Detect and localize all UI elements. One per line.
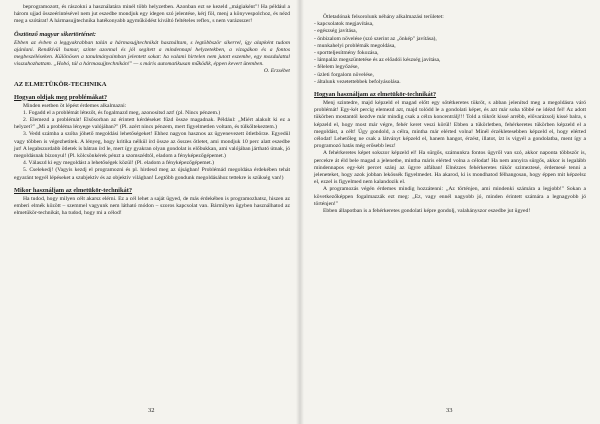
step-4: 4. Válaszd ki egy megoldást a lehetőségek közül! (Pl. eladom a fényképezőgépemet.) xyxy=(23,160,214,167)
technique-paragraph-1: Menj szintedre, majd képzeld el magad előtt egy sötétkeretes tükröt, s abban jelenítsd meg a megoldásra váró problémát! Egy-két percig elemezd azt, majd tolódd le a gondolati képet, és azt már soha többé ne idézd fel! Az adott tükörben mostantól kezdve már mindig csak a célra koncentrálj!!! Told a tükröt kissé arrébb, elővarázsolj kissé balra, s képzeld el, hogy most már végre, fehér keret veszi körül! Ebben a tükörletben, fehérkeretes tükörben képzeld el a megoldást, a célt! Úgy gondold, a célra, mintha már elérted volna! Minél érzékletesebben képzeld el, hogy elérted célodat! Lehetőleg ne csak a látványt képzeld el, hanem hangot, érzést, illatot, ízt is vigyél a gondolatba, ment így a programozó hatás még erősebb lesz! xyxy=(314,100,586,150)
left-intro-paragraph: beprogramozott, és rászokni a használatára minél több helyzetben. Azonban ezt se kezeld „mágiaként"! Ha például a három ujjad összeérintésével nem jut eszedbe mondjuk egy idegen szó jelentése, kérj föl, menj a könyvespolchoz, és nézd meg a szótárat! A hármasujjtechnika hatékonyabb agyműködést kiváltó feltételes reflex, s nem varázsszer! xyxy=(14,4,290,25)
when-use-heading: Mikor használjam az elmetükör-technikát? xyxy=(14,186,133,194)
technique-paragraph-3: A programozás végén érdemes mindig hozzátenni: „Az történjen, ami mindenki számára a legjobb!" Sokan a következőképpen fogalmazzák ezt meg: „Ez, vagy ennél nagyobb jó, minden érintett számára a legnagyobb jó történjen!" xyxy=(314,186,586,207)
when-use-text: Ha tudod, hogy milyen célt akarsz elérni. Ez a cél lehet a saját ügyed, de más érdekében is programozhatsz, hiszen az emberi elmék között – szemmel vagyunk nem látható módon – szoros kapcsolat van. Bármilyen ügyben használhatod az elmetükör-technikát, ha tudod, hogy mi a célod! xyxy=(14,195,290,217)
list-item: - önbizalom növelése (szó szerint az „önkép" javítása), xyxy=(314,35,437,42)
list-item: - üzleti forgalom növelése, xyxy=(314,71,374,78)
step-2: 2. Elemezd a problémát! Elsősorban az érintett kérdéseket fűzd össze magadnak. Például: „Miért alakult ki ez a helyzet?" „Mi a probléma lényege valójában?" (Pl. azért nincs pénzem, mert figyelmetlen voltam, és túlköltekeztem.) xyxy=(14,117,290,131)
success-story-heading: Ösztönző magyar sikertörténet: xyxy=(14,30,97,38)
success-story-signature: O. Erzsébet xyxy=(263,68,290,75)
list-item: - kapcsolatok megjavítása, xyxy=(314,21,374,28)
technique-paragraph-4: Ebben állapotban is a fehérkeretes gondolati képre gondolj, valahányszor eszedbe jut ügyed! xyxy=(323,208,531,215)
list-item: - egészség javítása, xyxy=(314,28,358,35)
step-5: 5. Cselekedj! (Vagyis kezdj el programozni és pl. hirdesd meg az újságban! Problémád megoldása érdekében tehát egyaránt tegyél lépéseket a szubjektív és az objektív világban! Legtöbb gondunk megoldásához tettekre is szükség van!) xyxy=(14,167,290,181)
step-3: 3. Vedd számba a szóba jöhető megoldási lehetőségeket! Ehhez nagyon hasznos az ügyenevezett ötletbörze. Egyedül vagy többen is végezhetitek. A lényeg, hogy kritika nélkül írd össze az összes ötletet, ami mondjuk 10 perc alatt eszedbe jut! A legabszurdabb ötletek is bátran írd le, mert így gyakran olyan gondolat is előbukkan, ami valójában jártható útnak, jó megoldásnak bizonyul! (Pl. kölcsönkérek pénzt a szomszédtól, eladom a fényképezőgépemet.) xyxy=(14,131,290,160)
applications-list xyxy=(314,21,586,86)
list-item: - sportteljesítmény fokozása, xyxy=(314,50,379,57)
success-story-text: Ebben az évben a leggyakrabban talán a hármasujjtechnikát használtam, s legtöbbször sikerrel, így alapként tudom ajánlani. Rendkívül hamar, szinte azonnal és jól segített a mindennapi helyzetekben, a vizsgákon és a fontos megbeszéléseken. Különösen a tanulmányaimban jelentett sokat: ha valami hirtelen nem jutott eszembe, egy mozdulattal visszahozhattam. „Hobó, túl a hármasujjtechnikán!" — s máris automatikusan működik, éppen kevert ütemben. xyxy=(14,39,290,68)
steps-intro: Minden esetben öt lépést érdemes alkalmazni: xyxy=(23,102,127,109)
page-number-left: 32 xyxy=(148,407,155,414)
applications-intro: Ötletadónak felsorolunk néhány alkalmazási területet: xyxy=(323,14,444,20)
list-item: - általunk vezetettebbek befolyásolása. xyxy=(314,78,401,85)
right-page xyxy=(300,0,600,424)
page-number-right: 33 xyxy=(446,407,453,414)
technique-paragraph-2: A fehérkeretes képet sokszor képzeld el! Ha sürgős, számunkra fontos ügyről van szó, akkor naponta többször is, percekre át éld bele magad a jelenetbe, mintha máris elérted volna a célodat! Ha nem annyira sürgős, akkor is legalább mindennapos egy-két percet szánj az ügyre alfában! Elnézzes fehérkeretes tükör szimeztesé, érdemesé tenni a jeleneteket, hogy azok jobban lekössék figyelmedet. Ha akarod, ki is mondhatod félhangosan, hogy éppen mit képzelsz el, ezzel is figyelmed nem kalandozik el. xyxy=(314,150,586,186)
step-1: 1. Fogadd el a problémát létezőt, és fogalmazd meg, azonosítsd azt! (pl. Nincs pénzem.) xyxy=(23,109,221,116)
list-item: - félelem legyőzése, xyxy=(314,64,359,71)
list-item: - lámpaláz megszüntetése és az előadói készség javítása, xyxy=(314,57,441,64)
list-item: - munkahelyi problémák megoldása, xyxy=(314,42,396,49)
how-use-heading: Hogyan használjam az elmetükör-technikát? xyxy=(314,91,437,99)
how-solve-heading: Hogyan oldjak meg problémákat? xyxy=(14,93,108,101)
section-title: AZ ELMETÜKÖR-TECHNIKA xyxy=(14,80,107,88)
